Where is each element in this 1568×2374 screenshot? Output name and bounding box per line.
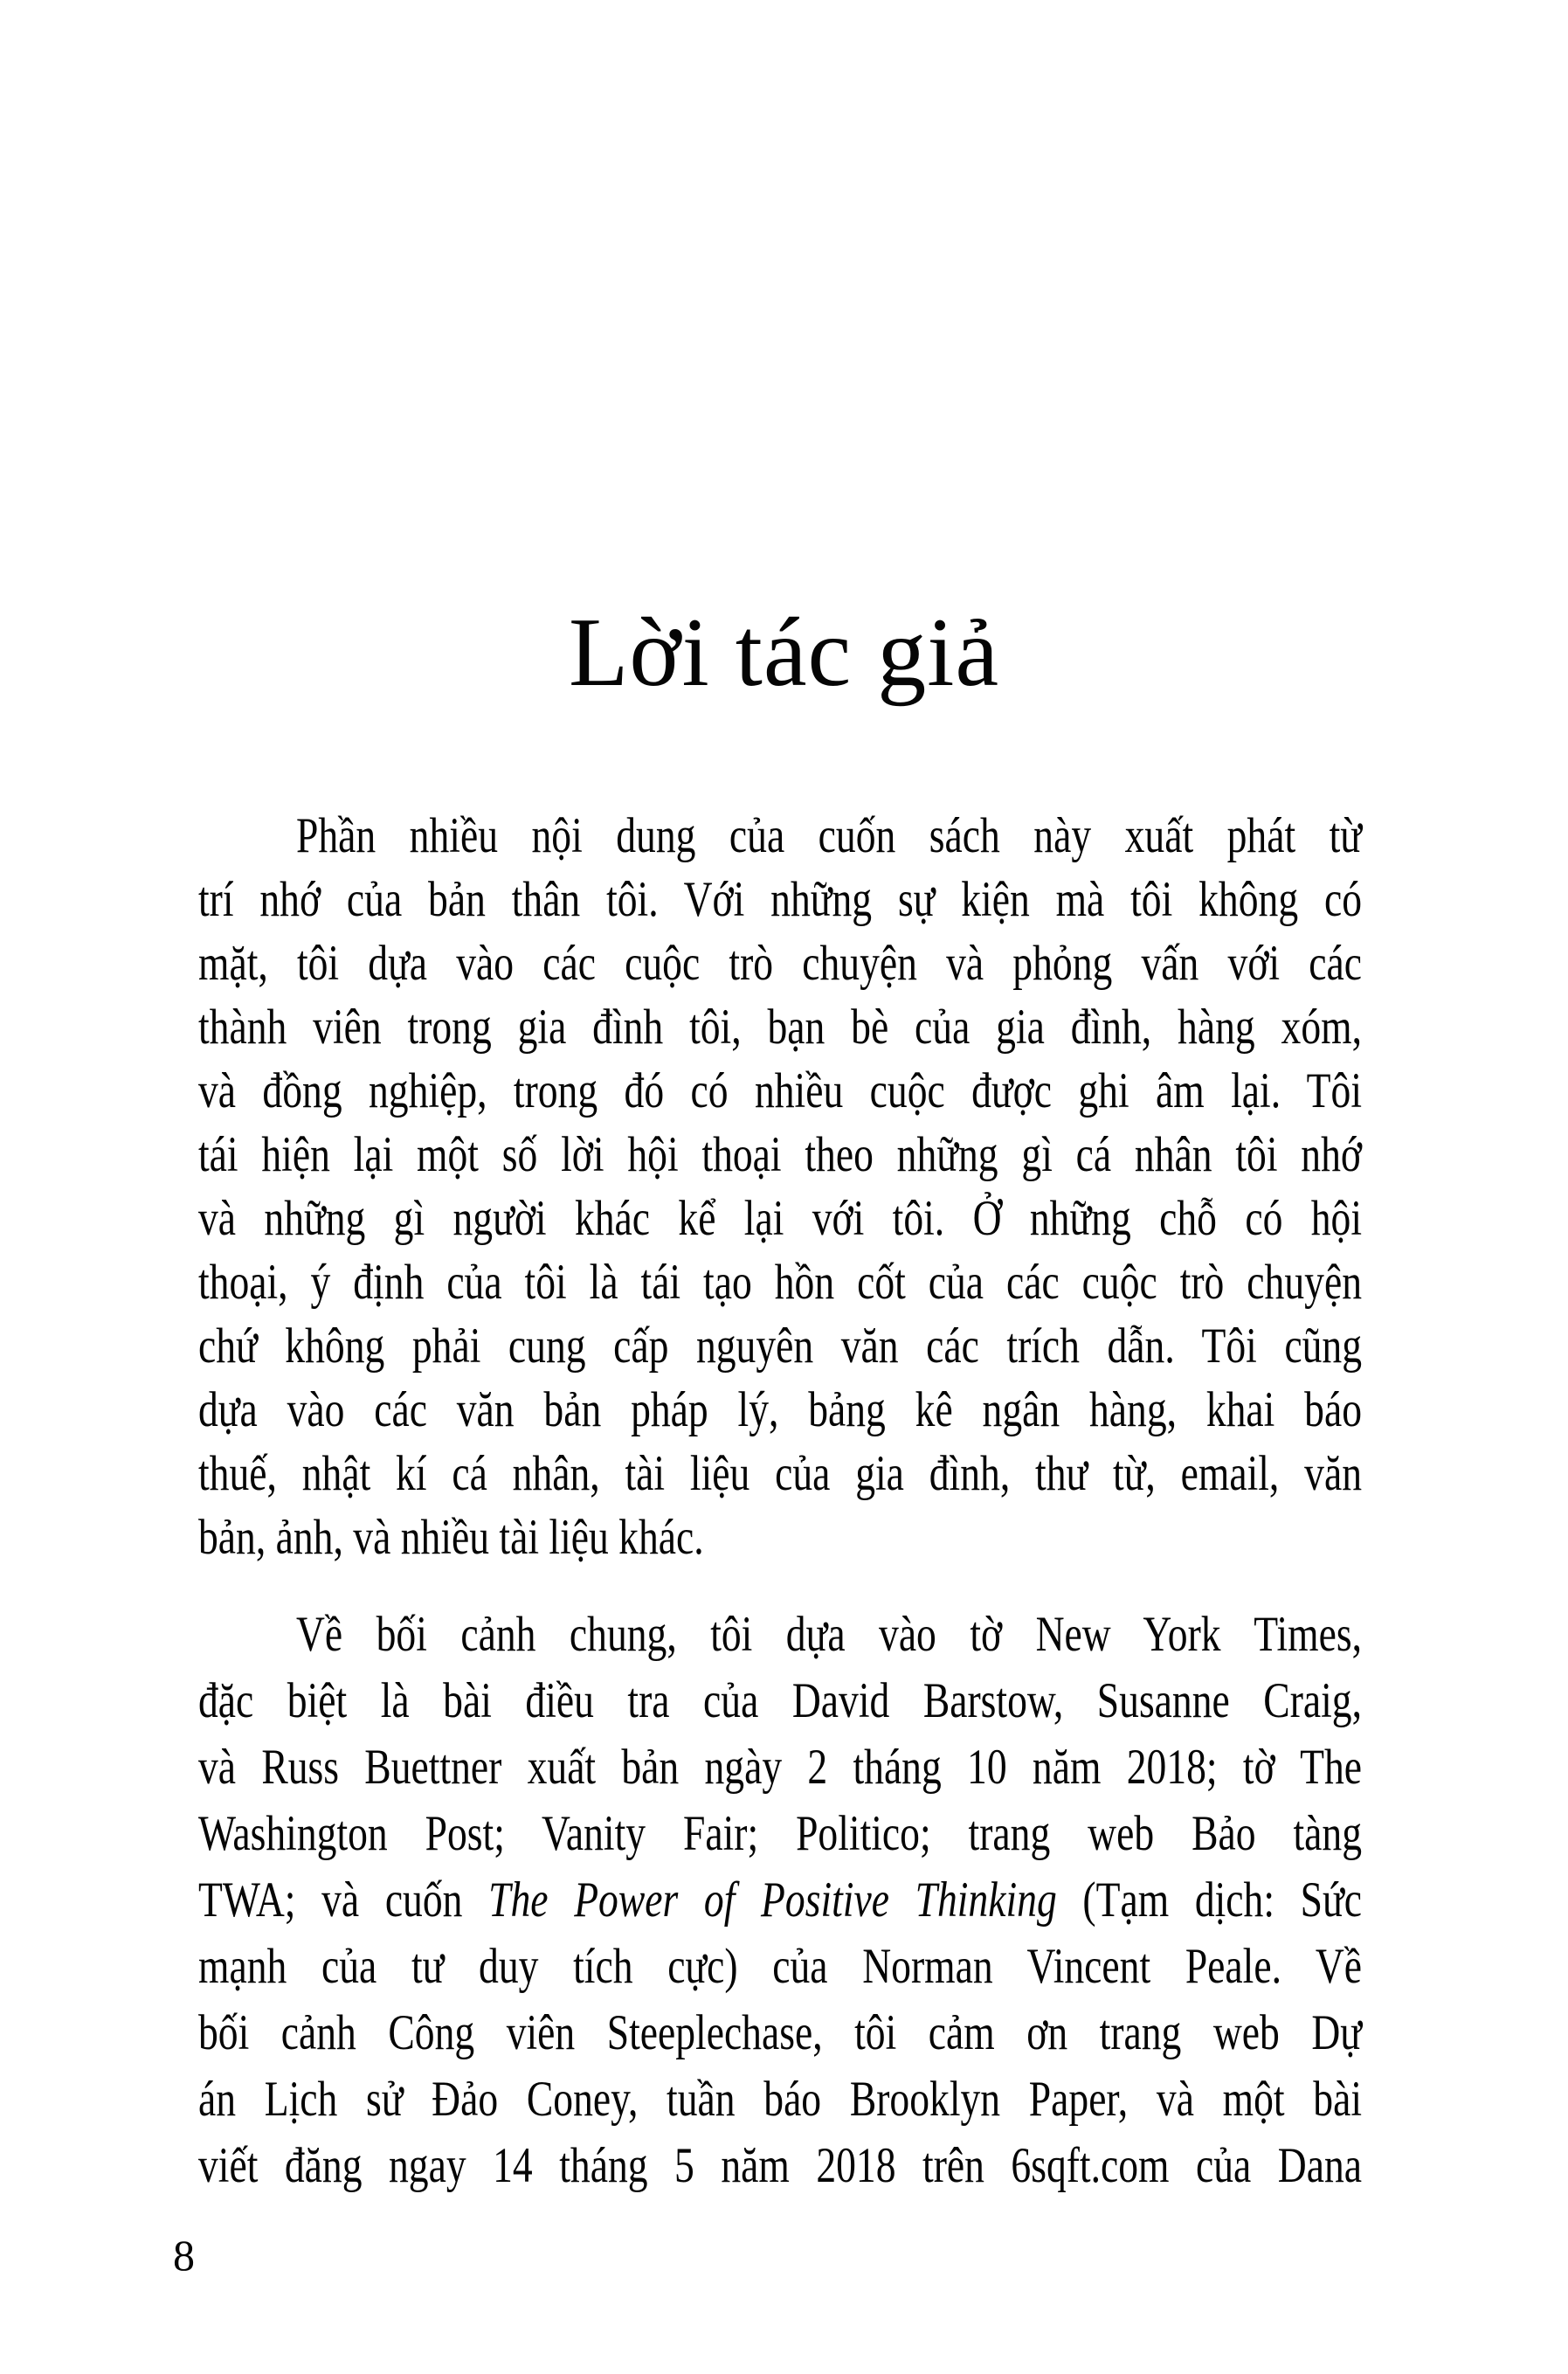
paragraph (198, 804, 1362, 1569)
text-segment: và những gì người khác kể lại với tôi. Ở những chỗ có hội (198, 1191, 1362, 1246)
text-segment: (Tạm dịch: Sức (1056, 1872, 1362, 1928)
text-line (198, 1059, 1362, 1123)
chapter-title: Lời tác giả (568, 599, 1000, 707)
text-segment: viết đăng ngay 14 tháng 5 năm 2018 trên 6sqft.com của Dana (198, 2138, 1362, 2193)
text-line (198, 1187, 1362, 1250)
text-line (198, 2000, 1362, 2066)
text-segment: TWA; và cuốn (198, 1872, 489, 1928)
body-text (198, 804, 1362, 2199)
text-segment: chứ không phải cung cấp nguyên văn các trích dẫn. Tôi cũng (198, 1319, 1362, 1374)
text-line (198, 1734, 1362, 1801)
text-segment: thoại, ý định của tôi là tái tạo hồn cốt của các cuộc trò chuyện (198, 1255, 1362, 1310)
text-line (198, 931, 1362, 995)
text-segment: tái hiện lại một số lời hội thoại theo những gì cá nhân tôi nhớ (198, 1127, 1362, 1182)
text-line (198, 1250, 1362, 1314)
text-line (198, 1934, 1362, 2000)
text-line (198, 2133, 1362, 2199)
text-line (198, 1123, 1362, 1187)
text-segment: Phần nhiều nội dung của cuốn sách này xuất phát từ (296, 808, 1362, 863)
text-line (198, 1378, 1362, 1442)
text-line (198, 1442, 1362, 1505)
text-line (198, 1314, 1362, 1378)
text-segment: án Lịch sử Đảo Coney, tuần báo Brooklyn Paper, và một bài (198, 2072, 1362, 2127)
text-line (198, 1801, 1362, 1867)
text-line (198, 1867, 1362, 1934)
text-line (198, 1668, 1362, 1734)
text-segment: và Russ Buettner xuất bản ngày 2 tháng 10 năm 2018; tờ The (198, 1740, 1362, 1795)
text-segment: thuế, nhật kí cá nhân, tài liệu của gia đình, thư từ, email, văn (198, 1446, 1362, 1501)
text-line (198, 1505, 1362, 1569)
text-segment: thành viên trong gia đình tôi, bạn bè của gia đình, hàng xóm, (198, 1000, 1362, 1055)
text-line (198, 1602, 1362, 1668)
paragraph (198, 1602, 1362, 2199)
text-line (198, 995, 1362, 1059)
text-line (198, 868, 1362, 931)
text-segment: trí nhớ của bản thân tôi. Với những sự kiện mà tôi không có (198, 872, 1362, 927)
text-segment: mạnh của tư duy tích cực) của Norman Vincent Peale. Về (198, 1939, 1362, 1994)
text-segment: bối cảnh Công viên Steeplechase, tôi cảm ơn trang web Dự (198, 2005, 1362, 2060)
text-segment: Washington Post; Vanity Fair; Politico; trang web Bảo tàng (198, 1806, 1362, 1861)
text-segment: Về bối cảnh chung, tôi dựa vào tờ New York Times, (296, 1607, 1362, 1662)
text-segment: dựa vào các văn bản pháp lý, bảng kê ngân hàng, khai báo (198, 1382, 1362, 1437)
text-segment: và đồng nghiệp, trong đó có nhiều cuộc được ghi âm lại. Tôi (198, 1063, 1362, 1118)
page-number: 8 (173, 2231, 195, 2280)
text-segment: đặc biệt là bài điều tra của David Barstow, Susanne Craig, (198, 1673, 1362, 1728)
text-line (198, 804, 1362, 868)
text-line (198, 2066, 1362, 2133)
text-segment: mặt, tôi dựa vào các cuộc trò chuyện và phỏng vấn với các (198, 936, 1362, 991)
text-segment: bản, ảnh, và nhiều tài liệu khác. (198, 1510, 704, 1565)
italic-text: The Power of Positive Thinking (488, 1872, 1057, 1928)
